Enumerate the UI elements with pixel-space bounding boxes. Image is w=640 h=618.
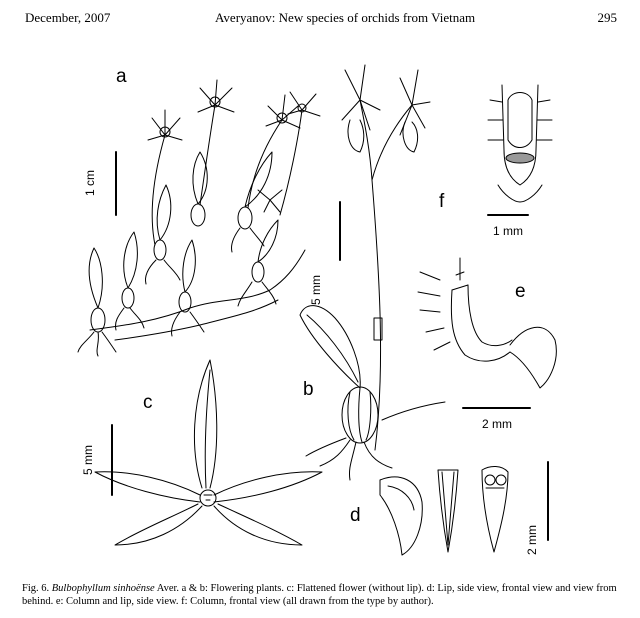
panel-label-c: c [143, 392, 153, 413]
caption-text: Aver. a & b: Flowering plants. c: Flattened flower (without lip). d: Lip, side view, frontal view and view from behind. e: Column and lip, side view. f: Column, frontal view (all drawn from the type by author). [22, 583, 617, 607]
header-date: December, 2007 [25, 10, 111, 25]
scale-label-a: 1 cm [83, 169, 97, 197]
scale-label-f: 1 mm [493, 224, 523, 238]
panel-d-drawing [380, 466, 508, 555]
figure-caption [22, 582, 622, 608]
page-number: 295 [597, 10, 617, 25]
panel-e-drawing [418, 258, 556, 388]
botanical-illustration [20, 40, 620, 580]
scale-label-e: 2 mm [482, 417, 512, 431]
figure-plate [20, 40, 620, 580]
panel-b-drawing [300, 65, 445, 480]
panel-label-a: a [116, 66, 127, 87]
panel-c-drawing [95, 360, 322, 545]
scale-label-d: 2 mm [525, 525, 539, 555]
panel-f-drawing [488, 85, 552, 202]
caption-species: Bulbophyllum sinhoënse [51, 583, 155, 594]
panel-a-drawing [78, 80, 320, 356]
caption-prefix: Fig. 6. [22, 583, 50, 594]
panel-label-f: f [439, 191, 445, 212]
running-header [25, 10, 617, 30]
panel-label-b: b [303, 379, 314, 400]
panel-label-d: d [350, 505, 361, 526]
header-title: Averyanov: New species of orchids from Vietnam [215, 10, 476, 25]
scale-label-b: 5 mm [309, 275, 323, 305]
panel-label-e: e [515, 281, 526, 302]
scale-label-c: 5 mm [81, 445, 95, 475]
